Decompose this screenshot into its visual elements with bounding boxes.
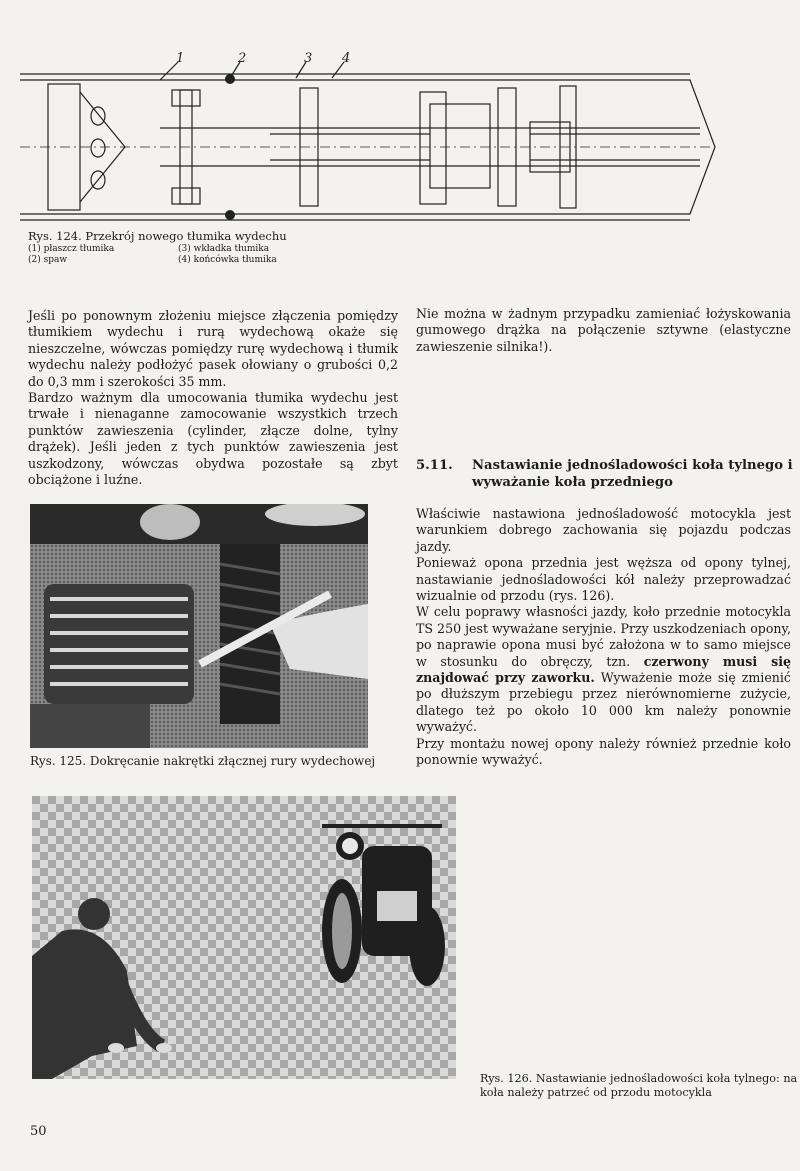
figure-124-title: Rys. 124. Przekrój nowego tłumika wydechu — [28, 229, 287, 243]
figure-124-legend — [28, 244, 308, 266]
paragraph: Właściwie nastawiona jednośladowość motocykla jest warunkiem dobrego zachowania się pojazdu podczas jazdy. — [416, 506, 791, 554]
figure-126-caption: Rys. 126. Nastawianie jednośladowości koła tylnego: na koła należy patrzeć od przodu motocykla — [480, 1072, 798, 1099]
paragraph — [416, 604, 791, 735]
right-column-text — [416, 506, 791, 769]
paragraph: Ponieważ opona przednia jest węższa od opony tylnej, nastawianie jednośladowości kół należy przeprowadzać wizualnie od przodu (rys. 126). — [416, 555, 791, 604]
page-number: 50 — [30, 1124, 47, 1139]
text-run: W celu poprawy własności jazdy, koło przednie motocykla TS 250 jest wyważane seryjnie. Przy uszkodzeniach opony, po naprawie opona musi być założona w to samo miejsce w stosunku do obręczy, tzn. — [416, 604, 791, 669]
legend-item: (4) końcówka tłumika — [178, 255, 277, 265]
text-run: Wyważenie może się zmienić po dłuższym przebiegu przez nierównomierne zużycie, dlatego też po około 10 000 km należy ponownie wyważyć. — [416, 670, 791, 735]
callout-3: 3 — [304, 52, 313, 66]
wheel-alignment-photo — [32, 796, 456, 1079]
section-heading — [416, 458, 796, 491]
left-column-text — [28, 308, 398, 488]
legend-item: (2) spaw — [28, 255, 68, 265]
section-number: 5.11. — [416, 458, 453, 473]
paragraph: Jeśli po ponownym złożeniu miejsce złączenia pomiędzy tłumikiem wydechu i rurą wydechową okaże się nieszczelne, wówczas pomiędzy rurę wydechową i tłumik wydechu należy podłożyć pasek ołowiany o grubości 0,2 do 0,3 mm i szerokości 35 mm. — [28, 308, 398, 389]
figure-125-caption: Rys. 125. Dokręcanie nakrętki złącznej rury wydechowej — [30, 754, 376, 768]
section-title: Nastawianie jednośladowości koła tylnego i wyważanie koła przedniego — [472, 458, 793, 490]
legend-item: (3) wkładka tłumika — [178, 244, 270, 254]
legend-item: (1) płaszcz tłumika — [28, 244, 115, 254]
paragraph: Przy montażu nowej opony należy również przednie koło ponownie wyważyć. — [416, 735, 791, 768]
muffler-cross-section-drawing — [10, 52, 730, 222]
bold-text: czerwony musi się znajdować przy zaworku. — [416, 653, 791, 686]
right-column-intro — [416, 306, 791, 355]
callout-1: 1 — [176, 52, 185, 66]
figure-124-caption — [28, 230, 308, 266]
paragraph: Bardzo ważnym dla umocowania tłumika wydechu jest trwałe i nienaganne zamocowanie wszystkich trzech punktów zawieszenia (cylinder, złącze dolne, tylny drążek). Jeśli jeden z tych punktów zawieszenia jest uszkodzony, wówczas obydwa pozostałe są zbyt obciążone i luźne. — [28, 390, 398, 488]
callout-2: 2 — [238, 52, 247, 66]
callout-4: 4 — [342, 52, 351, 66]
exhaust-nut-photo — [30, 504, 368, 748]
paragraph: Nie można w żadnym przypadku zamieniać łożyskowania gumowego drążka na połączenie sztywne (elastyczne zawieszenie silnika!). — [416, 306, 791, 354]
